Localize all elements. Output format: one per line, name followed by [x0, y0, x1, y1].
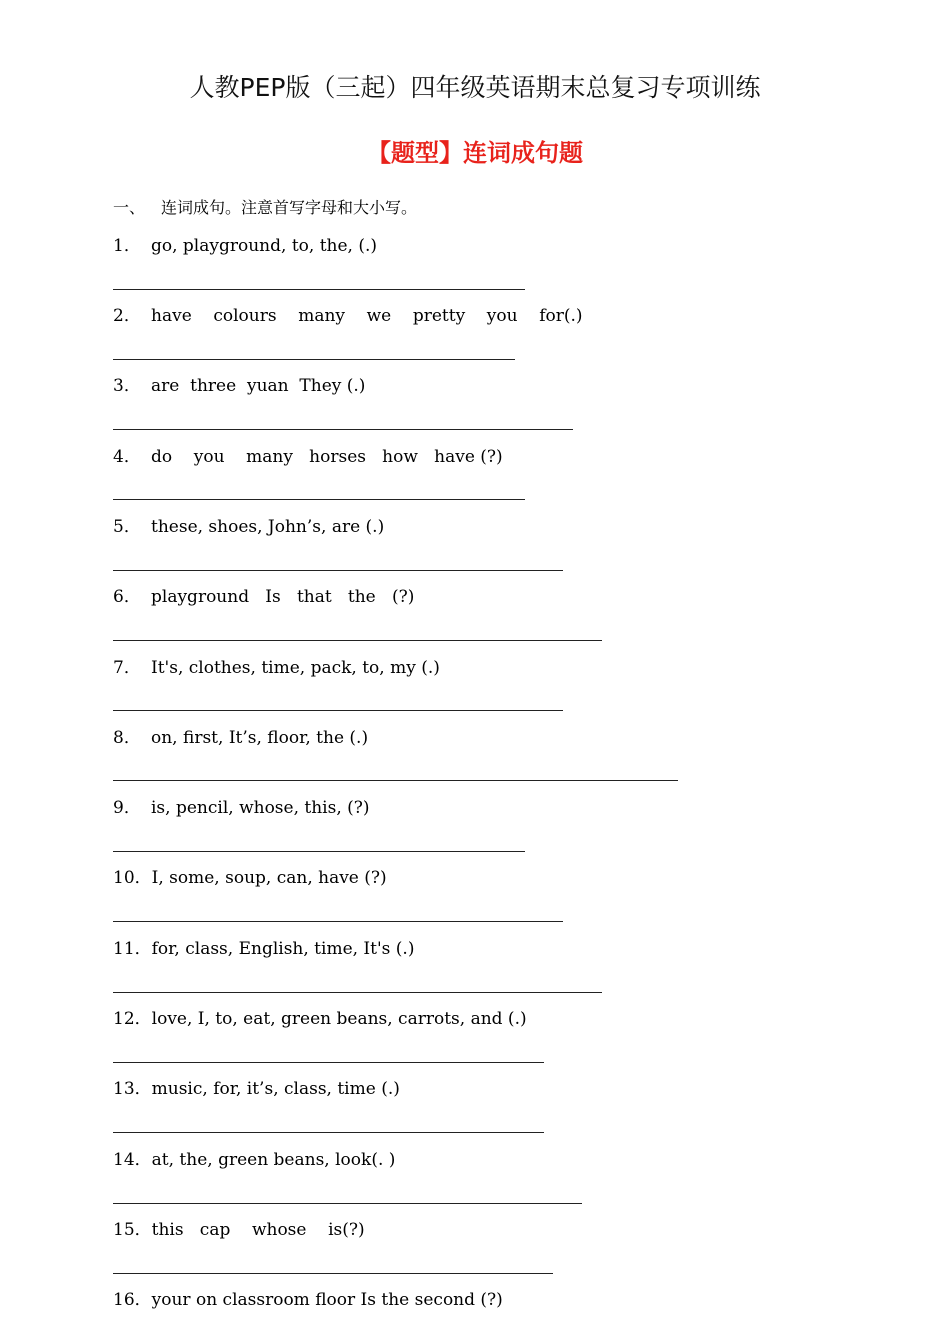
question-words: this cap whose is(?) — [151, 1220, 365, 1240]
question-words: is, pencil, whose, this, (?) — [151, 798, 370, 818]
question-words: love, I, to, eat, green beans, carrots, and (.) — [151, 1009, 527, 1029]
question-words: have colours many we pretty you for(.) — [151, 306, 583, 326]
question-words: music, for, it’s, class, time (.) — [151, 1079, 400, 1099]
question-6 — [113, 585, 414, 609]
question-16 — [113, 1288, 503, 1312]
answer-line-1[interactable] — [113, 289, 525, 290]
answer-line-15[interactable] — [113, 1273, 553, 1274]
question-15 — [113, 1218, 365, 1242]
question-words: are three yuan They (.) — [151, 376, 366, 396]
question-14 — [113, 1148, 395, 1172]
question-9 — [113, 796, 370, 820]
question-number: 6． — [113, 587, 141, 607]
instruction-text: 连词成句。注意首写字母和大小写。 — [161, 198, 418, 217]
question-10 — [113, 866, 387, 890]
question-11 — [113, 937, 414, 961]
question-number: 13． — [113, 1079, 152, 1099]
question-words: playground Is that the (?) — [151, 587, 415, 607]
question-number: 2． — [113, 306, 141, 326]
question-7 — [113, 656, 440, 680]
answer-line-3[interactable] — [113, 429, 573, 430]
question-words: do you many horses how have (?) — [151, 447, 503, 467]
question-12 — [113, 1007, 527, 1031]
question-5 — [113, 515, 384, 539]
answer-line-5[interactable] — [113, 570, 563, 571]
question-number: 4． — [113, 447, 141, 467]
answer-line-10[interactable] — [113, 921, 563, 922]
question-words: your on classroom floor Is the second (?) — [151, 1290, 503, 1310]
answer-line-7[interactable] — [113, 710, 563, 711]
question-13 — [113, 1077, 400, 1101]
answer-line-6[interactable] — [113, 640, 602, 641]
page-title: 人教PEP版（三起）四年级英语期末总复习专项训练 — [189, 73, 761, 102]
question-words: at, the, green beans, look(. ) — [151, 1150, 396, 1170]
answer-line-11[interactable] — [113, 992, 602, 993]
question-number: 7． — [113, 658, 141, 678]
question-words: go, playground, to, the, (.) — [151, 236, 378, 256]
question-number: 14． — [113, 1150, 152, 1170]
instruction — [113, 196, 417, 220]
question-number: 12． — [113, 1009, 152, 1029]
answer-line-4[interactable] — [113, 499, 525, 500]
question-words: on, first, It’s, floor, the (.) — [151, 728, 369, 748]
question-3 — [113, 374, 365, 398]
question-words: these, shoes, John’s, are (.) — [151, 517, 385, 537]
question-number: 5． — [113, 517, 141, 537]
question-number: 15． — [113, 1220, 152, 1240]
question-number: 16． — [113, 1290, 152, 1310]
section-subtitle: 【题型】连词成句题 — [367, 139, 583, 167]
answer-line-2[interactable] — [113, 359, 515, 360]
answer-line-14[interactable] — [113, 1203, 582, 1204]
answer-line-9[interactable] — [113, 851, 525, 852]
answer-line-8[interactable] — [113, 780, 678, 781]
answer-line-12[interactable] — [113, 1062, 544, 1063]
question-number: 10． — [113, 868, 152, 888]
instruction-number: 一、 — [113, 198, 146, 217]
question-words: for, class, English, time, It's (.) — [151, 939, 415, 959]
question-4 — [113, 445, 503, 469]
question-1 — [113, 234, 377, 258]
question-words: I, some, soup, can, have (?) — [151, 868, 387, 888]
question-8 — [113, 726, 368, 750]
question-number: 1． — [113, 236, 141, 256]
question-number: 3． — [113, 376, 141, 396]
question-number: 11． — [113, 939, 152, 959]
question-2 — [113, 304, 583, 328]
answer-line-13[interactable] — [113, 1132, 544, 1133]
question-number: 9． — [113, 798, 141, 818]
question-words: It's, clothes, time, pack, to, my (.) — [151, 658, 440, 678]
question-number: 8． — [113, 728, 141, 748]
